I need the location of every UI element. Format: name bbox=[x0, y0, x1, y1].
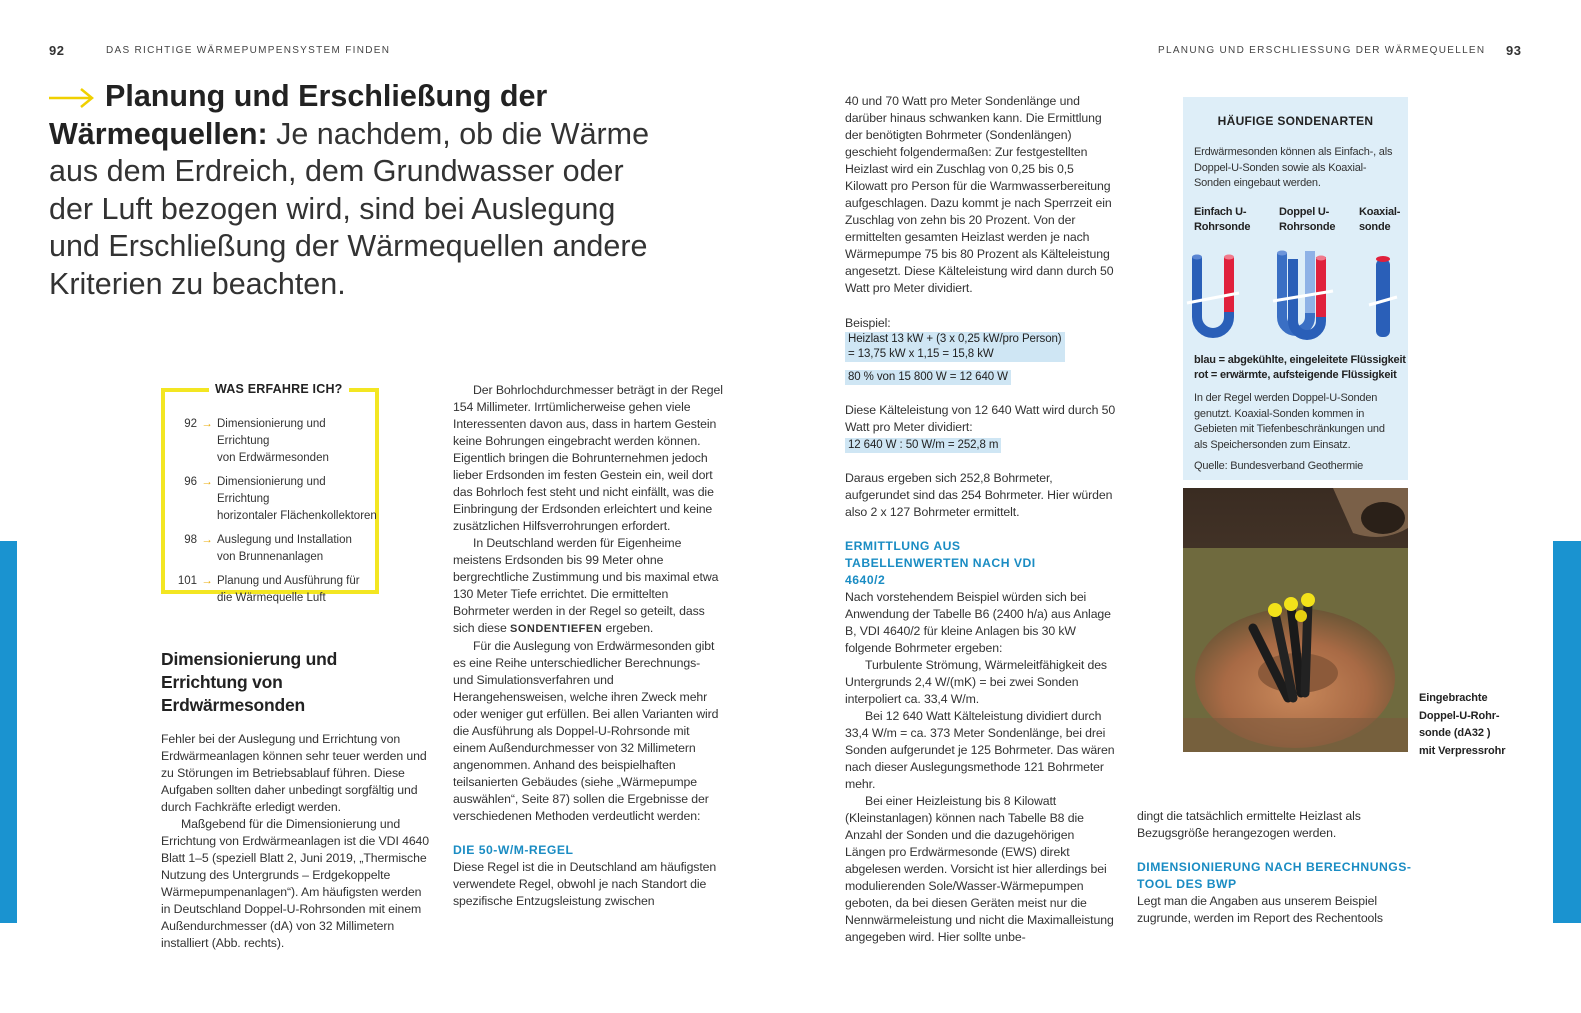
right-edge-bar bbox=[1553, 541, 1581, 923]
probe-diagram bbox=[1183, 245, 1408, 345]
probe-label-double: Doppel U-Rohrsonde bbox=[1279, 206, 1336, 233]
headline-bold: Planung und Erschließung der Wärmequellen: bbox=[49, 79, 548, 151]
chapter-headline bbox=[49, 78, 659, 303]
column-2 bbox=[453, 382, 723, 910]
paragraph: Daraus ergeben sich 252,8 Bohrmeter, aufgerundet sind das 254 Bohrmeter. Hier würden also 2 x 127 Bohrmeter ermittelt. bbox=[845, 471, 1113, 519]
subsection-heading: ERMITTLUNG AUS TABELLENWERTEN NACH VDI 4640/2 bbox=[845, 539, 1036, 587]
paragraph: Bei einer Heizleistung bis 8 Kilowatt (Kleinstanlagen) können nach Tabelle B8 die Anzahl der Sonden und die dazugehörigen Längen pro Erdwärmesonde (EWS) direkt abgelesen werden. Vorsicht ist hier allerdings bei modulierenden Sole/Wasser-Wärmepumpen geboten, da bei diesen Geräten meist nur die Nennwärmeleistung und nicht die Maximalleistung angegeben wird. Hier sollte unbe- bbox=[845, 794, 1114, 944]
toc-page: 101 bbox=[177, 575, 197, 587]
probe-label-single: Einfach U-Rohrsonde bbox=[1194, 206, 1251, 233]
paragraph: Diese Regel ist die in Deutschland am häufigsten verwendete Regel, obwohl je nach Standort die spezifische Entzugsleistung zwischen bbox=[453, 860, 717, 908]
paragraph: Legt man die Angaben aus unserem Beispiel zugrunde, werden im Report des Rechentools bbox=[1137, 894, 1383, 925]
arrow-right-icon: → bbox=[201, 418, 213, 430]
photo-caption: Eingebrachte Doppel-U-Rohr- sonde (dA32 ) mit Verpressrohr bbox=[1419, 692, 1506, 757]
subsection-heading: DIE 50-W/M-REGEL bbox=[453, 843, 574, 857]
arrow-right-icon: → bbox=[201, 476, 213, 488]
left-edge-bar bbox=[0, 541, 17, 923]
arrow-right-icon: → bbox=[201, 534, 213, 546]
probe-label-coaxial: Koaxial-sonde bbox=[1359, 206, 1401, 233]
double-u-probe-icon bbox=[1273, 251, 1333, 336]
toc-text: Dimensionierung und Errichtung von Erdwärmesonden bbox=[217, 418, 329, 464]
arrow-right-icon bbox=[49, 87, 95, 109]
panel-title: HÄUFIGE SONDENARTEN bbox=[1217, 114, 1374, 128]
column-3 bbox=[845, 93, 1117, 946]
calc-block bbox=[845, 332, 1065, 362]
toc-page: 92 bbox=[184, 418, 197, 430]
toc-text: Planung und Ausführung für die Wärmequelle Luft bbox=[217, 575, 360, 604]
toc-text: Auslegung und Installation von Brunnenanlagen bbox=[217, 534, 352, 563]
toc-item[interactable] bbox=[177, 416, 377, 467]
paragraph: Bei 12 640 Watt Kälteleistung dividiert durch 33,4 W/m = ca. 373 Meter Sondenlänge, bei drei Sonden aufgerundet je 125 Bohrmeter. Das wären nach dieser Auslegungsmethode 121 Bohrmeter mehr. bbox=[845, 709, 1115, 791]
toc-item[interactable] bbox=[177, 532, 377, 566]
arrow-right-icon: → bbox=[201, 575, 213, 587]
legend-red: rot = erwärmte, aufsteigende Flüssigkeit bbox=[1194, 369, 1397, 381]
panel-intro: Erdwärmesonden können als Einfach-, als Doppel-U-Sonden sowie als Koaxial-Sonden eingebaut werden. bbox=[1194, 146, 1393, 189]
calc-line: = 13,75 kW x 1,15 = 15,8 kW bbox=[848, 348, 994, 360]
term: SONDENTIEFEN bbox=[510, 623, 603, 635]
toc-item[interactable] bbox=[177, 573, 377, 607]
info-panel bbox=[1183, 97, 1408, 480]
paragraph: Fehler bei der Auslegung und Errichtung von Erdwärmeanlagen können sehr teuer werden und zu Störungen im Betriebsablauf führen. Diese Aufgaben sollten daher unbedingt sorgfältig und durch Fachkräfte erledigt werden. bbox=[161, 732, 427, 814]
paragraph: Maßgebend für die Dimensionierung und Errichtung von Erdwärmeanlagen ist die VDI 4640 Blatt 1–5 (speziell Blatt 2, Juni 2019, „Thermische Nutzung des Untergrunds – Erdgekoppelte Wärmepumpenanlagen“). Am häufigsten werden in Deutschland Doppel-U-Rohrsonden mit einem Außendurchmesser (dA) von 32 Millimetern installiert (Abb. rechts). bbox=[161, 817, 430, 950]
column-4 bbox=[1137, 808, 1412, 927]
left-page-number: 92 bbox=[49, 43, 65, 58]
paragraph: 40 und 70 Watt pro Meter Sondenlänge und darüber hinaus schwanken kann. Die Ermittlung der benötigten Bohrmeter (Sondenlängen) geschieht folgendermaßen: Zur festgestellten Heizlast wird ein Zuschlag von 0,25 bis 0,5 Kilowatt pro Person für die Warmwasserbereitung aufgeschlagen. Dazu kommt je nach Sperrzeit ein Zuschlag von zehn bis 20 Prozent. Von der ermittelten gesamten Heizlast werden je nach Wärmepumpe 75 bis 80 Prozent als Kälteleistung angesetzt. Diese Kälteleistung wird dann durch 50 Watt pro Meter dividiert. bbox=[845, 94, 1114, 295]
ground-probe-photo bbox=[1183, 488, 1408, 752]
paragraph bbox=[453, 535, 723, 638]
toc-page: 98 bbox=[184, 534, 197, 546]
text: ergeben. bbox=[602, 621, 654, 635]
left-running-head: DAS RICHTIGE WÄRMEPUMPENSYSTEM FINDEN bbox=[106, 45, 391, 56]
coaxial-probe-icon bbox=[1369, 256, 1397, 337]
toc-item[interactable] bbox=[177, 474, 377, 525]
calc-line: Heizlast 13 kW + (3 x 0,25 kW/pro Person) bbox=[848, 333, 1062, 345]
toc-text: Dimensionierung und Errichtung horizontaler Flächenkollektoren bbox=[217, 476, 377, 522]
toc-list bbox=[177, 416, 377, 614]
calc-line: 80 % von 15 800 W = 12 640 W bbox=[845, 370, 1011, 385]
paragraph: Nach vorstehendem Beispiel würden sich bei Anwendung der Tabelle B6 (2400 h/a) aus Anlage B, VDI 4640/2 für kleine Anlagen bis 30 kW folgende Bohrmeter ergeben: bbox=[845, 590, 1111, 655]
paragraph: Der Bohrlochdurchmesser beträgt in der Regel 154 Millimeter. Irrtümlicherweise gehen viele Interessenten davon aus, dass in hartem Gestein keine Bohrungen eingebracht werden können. Eigentlich bringen die Bohrunternehmen jedoch lieber Erdsonden im festen Gestein ein, weil dort das Bohrloch fest steht und nicht einfällt, was die Einbringung der Erdsonden erleichtert und keine zusätzlichen Hilfsverrohrungen erfordert. bbox=[453, 383, 723, 533]
toc-title: WAS ERFAHRE ICH? bbox=[209, 382, 349, 396]
right-running-head: PLANUNG UND ERSCHLIESSUNG DER WÄRMEQUELLEN bbox=[1158, 45, 1486, 56]
legend-blue: blau = abgekühlte, eingeleitete Flüssigkeit bbox=[1194, 354, 1406, 366]
text: In Deutschland werden für Eigenheime meistens Erdsonden bis 99 Meter ohne bergrechtliche Zustimmung und bis maximal etwa 130 Meter Tiefe errichtet. Die ermittelten Bohrmeter werden in der Regel so geteilt, dass sich diese bbox=[453, 536, 719, 635]
example-label: Beispiel: bbox=[845, 316, 891, 330]
paragraph: Diese Kälteleistung von 12 640 Watt wird durch 50 Watt pro Meter dividiert: bbox=[845, 403, 1116, 434]
paragraph: Für die Auslegung von Erdwärmesonden gibt es eine Reihe unterschiedlicher Berechnungs- und Simulationsverfahren und Herangehensweisen, welche ihren Zweck mehr oder weniger gut erfüllen. Bei allen Varianten wird die Ausführung als Doppel-U-Rohrsonde mit einem Außendurchmesser von 32 Millimetern angenommen. Anhand des beispielhaften teilsanierten Gebäudes (siehe „Wärmepumpe auswählen“, Seite 87) sollen die Ergebnisse der verschiedenen Methoden verdeutlicht werden: bbox=[453, 639, 719, 823]
section-heading: Dimensionierung und Errichtung von Erdwärmesonden bbox=[161, 649, 338, 715]
toc-box bbox=[161, 382, 379, 604]
paragraph: Turbulente Strömung, Wärmeleitfähigkeit des Untergrunds 2,4 W/(mK) = bei zwei Sonden interpoliert ca. 33,4 W/m. bbox=[845, 658, 1107, 706]
column-1 bbox=[161, 648, 431, 952]
paragraph: dingt die tatsächlich ermittelte Heizlast als Bezugsgröße herangezogen werden. bbox=[1137, 809, 1361, 840]
headline-text: Je nachdem, ob die Wärme aus dem Erdreich, dem Grundwasser oder der Luft bezogen wird, sind bei Auslegung und Erschließung der Wärmequellen andere Kriterien zu beachten. bbox=[49, 116, 650, 301]
single-u-probe-icon bbox=[1187, 255, 1239, 334]
panel-note: In der Regel werden Doppel-U-Sonden genutzt. Koaxial-Sonden kommen in Gebieten mit Tiefenbeschränkungen und als Speichersonden zum Einsatz. bbox=[1194, 392, 1385, 451]
panel-source: Quelle: Bundesverband Geothermie bbox=[1194, 460, 1364, 472]
toc-page: 96 bbox=[184, 476, 197, 488]
subsection-heading: DIMENSIONIERUNG NACH BERECHNUNGS-TOOL DES BWP bbox=[1137, 860, 1412, 891]
calc-line: 12 640 W : 50 W/m = 252,8 m bbox=[845, 438, 1001, 453]
right-page-number: 93 bbox=[1506, 43, 1522, 58]
